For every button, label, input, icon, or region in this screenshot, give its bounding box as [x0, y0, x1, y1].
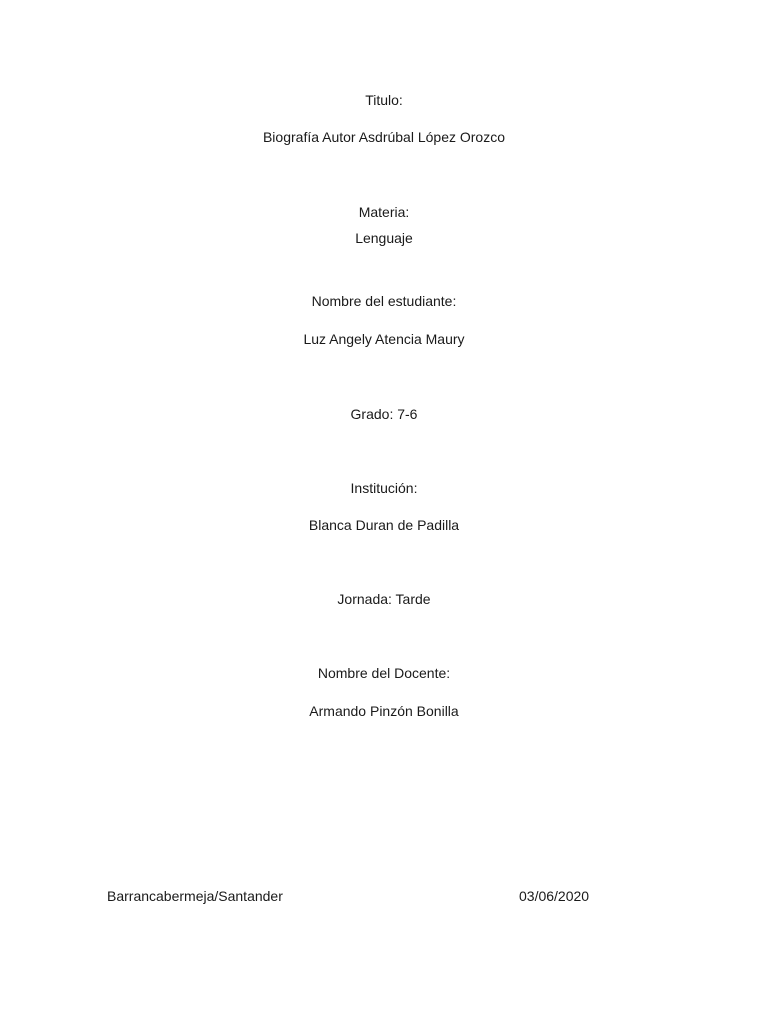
footer-place: Barrancabermeja/Santander: [107, 888, 283, 904]
student-value: Luz Angely Atencia Maury: [303, 331, 465, 347]
institution-label: Institución:: [350, 480, 418, 496]
subject-value: Lenguaje: [355, 230, 413, 246]
footer-date: 03/06/2020: [519, 888, 590, 904]
title-label: Titulo:: [365, 92, 403, 108]
shift-line: Jornada: Tarde: [337, 591, 431, 607]
title-value: Biografía Autor Asdrúbal López Orozco: [262, 129, 506, 145]
teacher-value: Armando Pinzón Bonilla: [309, 703, 459, 719]
student-label: Nombre del estudiante:: [311, 293, 457, 309]
grade-line: Grado: 7-6: [350, 406, 418, 422]
institution-value: Blanca Duran de Padilla: [308, 517, 460, 533]
teacher-label: Nombre del Docente:: [317, 665, 451, 681]
subject-label: Materia:: [358, 204, 410, 220]
